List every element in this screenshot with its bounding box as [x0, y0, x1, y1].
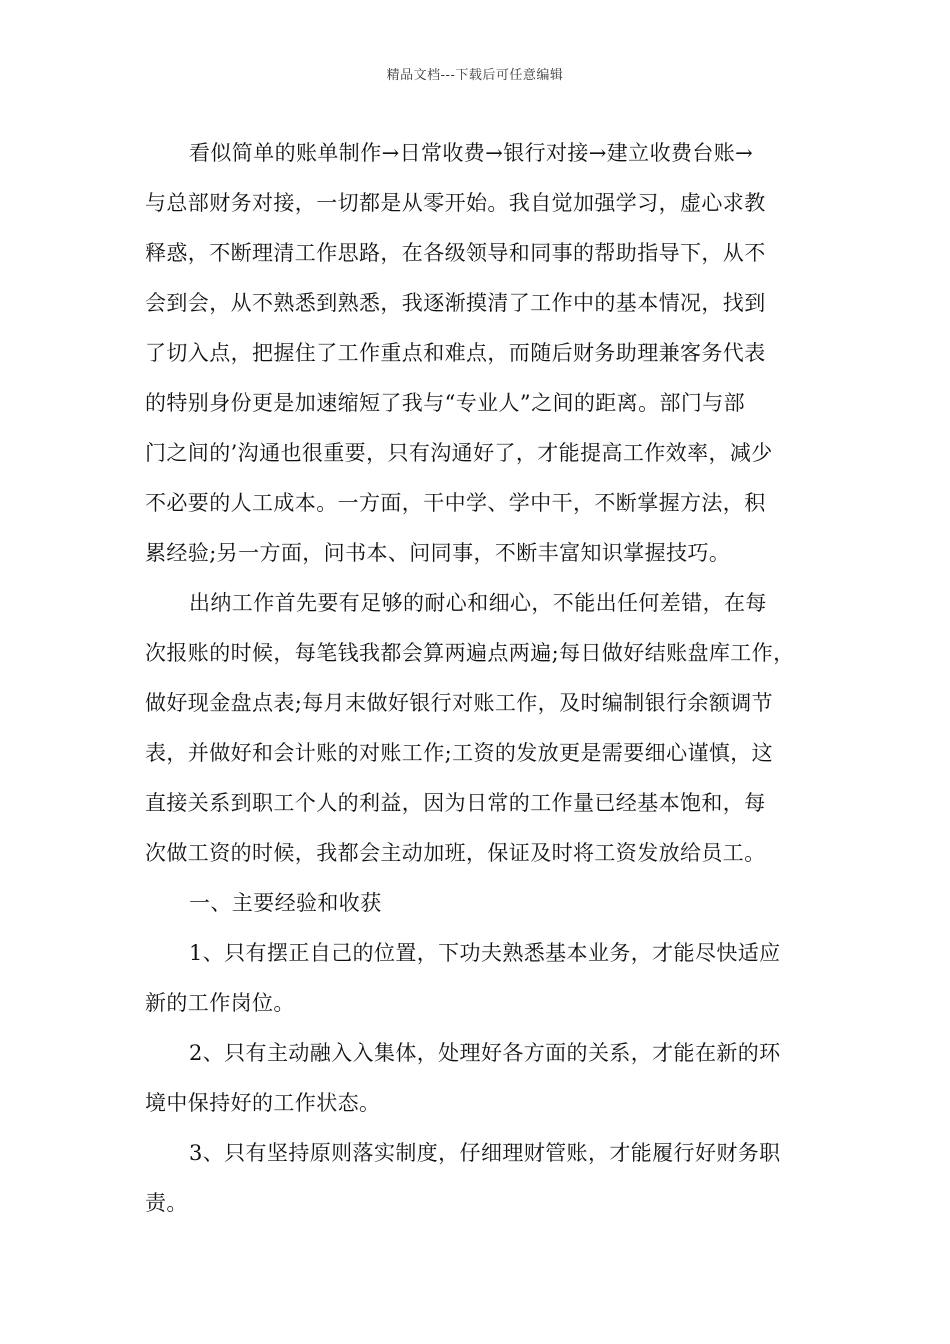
text-line: 释惑，不断理清工作思路，在各级领导和同事的帮助指导下，从不	[145, 241, 766, 265]
page-header: 精品文档---下载后可任意编辑	[386, 68, 564, 83]
text-line: 责。	[145, 1191, 188, 1215]
text-line: 3、只有坚持原则落实制度，仔细理财管账，才能履行好财务职	[189, 1141, 781, 1165]
list-item	[145, 928, 810, 1028]
text-line: 境中保持好的工作状态。	[145, 1091, 381, 1115]
list-item	[145, 1028, 810, 1128]
text-line: 的特别身份更是加速缩短了我与“专业人”之间的距离。部门与部	[145, 391, 746, 415]
list-item	[145, 1128, 810, 1228]
paragraph	[145, 128, 810, 578]
text-line: 2、只有主动融入入集体，处理好各方面的关系，才能在新的环	[189, 1041, 781, 1065]
text-line: 会到会，从不熟悉到熟悉，我逐渐摸清了工作中的基本情况，找到	[145, 291, 766, 315]
text-line: 表，并做好和会计账的对账工作;工资的发放更是需要细心谨慎，这	[145, 741, 774, 765]
text-line: 出纳工作首先要有足够的耐心和细心，不能出任何差错，在每	[189, 591, 767, 615]
text-line: 1、只有摆正自己的位置，下功夫熟悉基本业务，才能尽快适应	[189, 941, 781, 965]
heading-line: 一、主要经验和收获	[189, 891, 382, 915]
text-line: 次报账的时候，每笔钱我都会算两遍点两遍;每日做好结账盘库工作，	[145, 641, 795, 665]
text-line: 新的工作岗位。	[145, 991, 295, 1015]
text-line: 与总部财务对接，一切都是从零开始。我自觉加强学习，虚心求教	[145, 191, 766, 215]
text-line: 门之间的’沟通也很重要，只有沟通好了，才能提高工作效率，减少	[145, 441, 773, 465]
text-line: 看似简单的账单制作→日常收费→银行对接→建立收费台账→	[189, 141, 754, 165]
text-line: 次做工资的时候，我都会主动加班，保证及时将工资发放给员工。	[145, 841, 766, 865]
text-line: 直接关系到职工个人的利益，因为日常的工作量已经基本饱和，每	[145, 791, 766, 815]
paragraph	[145, 578, 810, 878]
section-heading	[145, 878, 810, 928]
text-line: 了切入点，把握住了工作重点和难点，而随后财务助理兼客务代表	[145, 341, 766, 365]
document-body	[145, 128, 810, 1228]
text-line: 做好现金盘点表;每月末做好银行对账工作，及时编制银行余额调节	[145, 691, 774, 715]
text-line: 累经验;另一方面，问书本、问同事，不断丰富知识掌握技巧。	[145, 541, 731, 565]
text-line: 不必要的人工成本。一方面，干中学、学中干，不断掌握方法，积	[145, 491, 766, 515]
